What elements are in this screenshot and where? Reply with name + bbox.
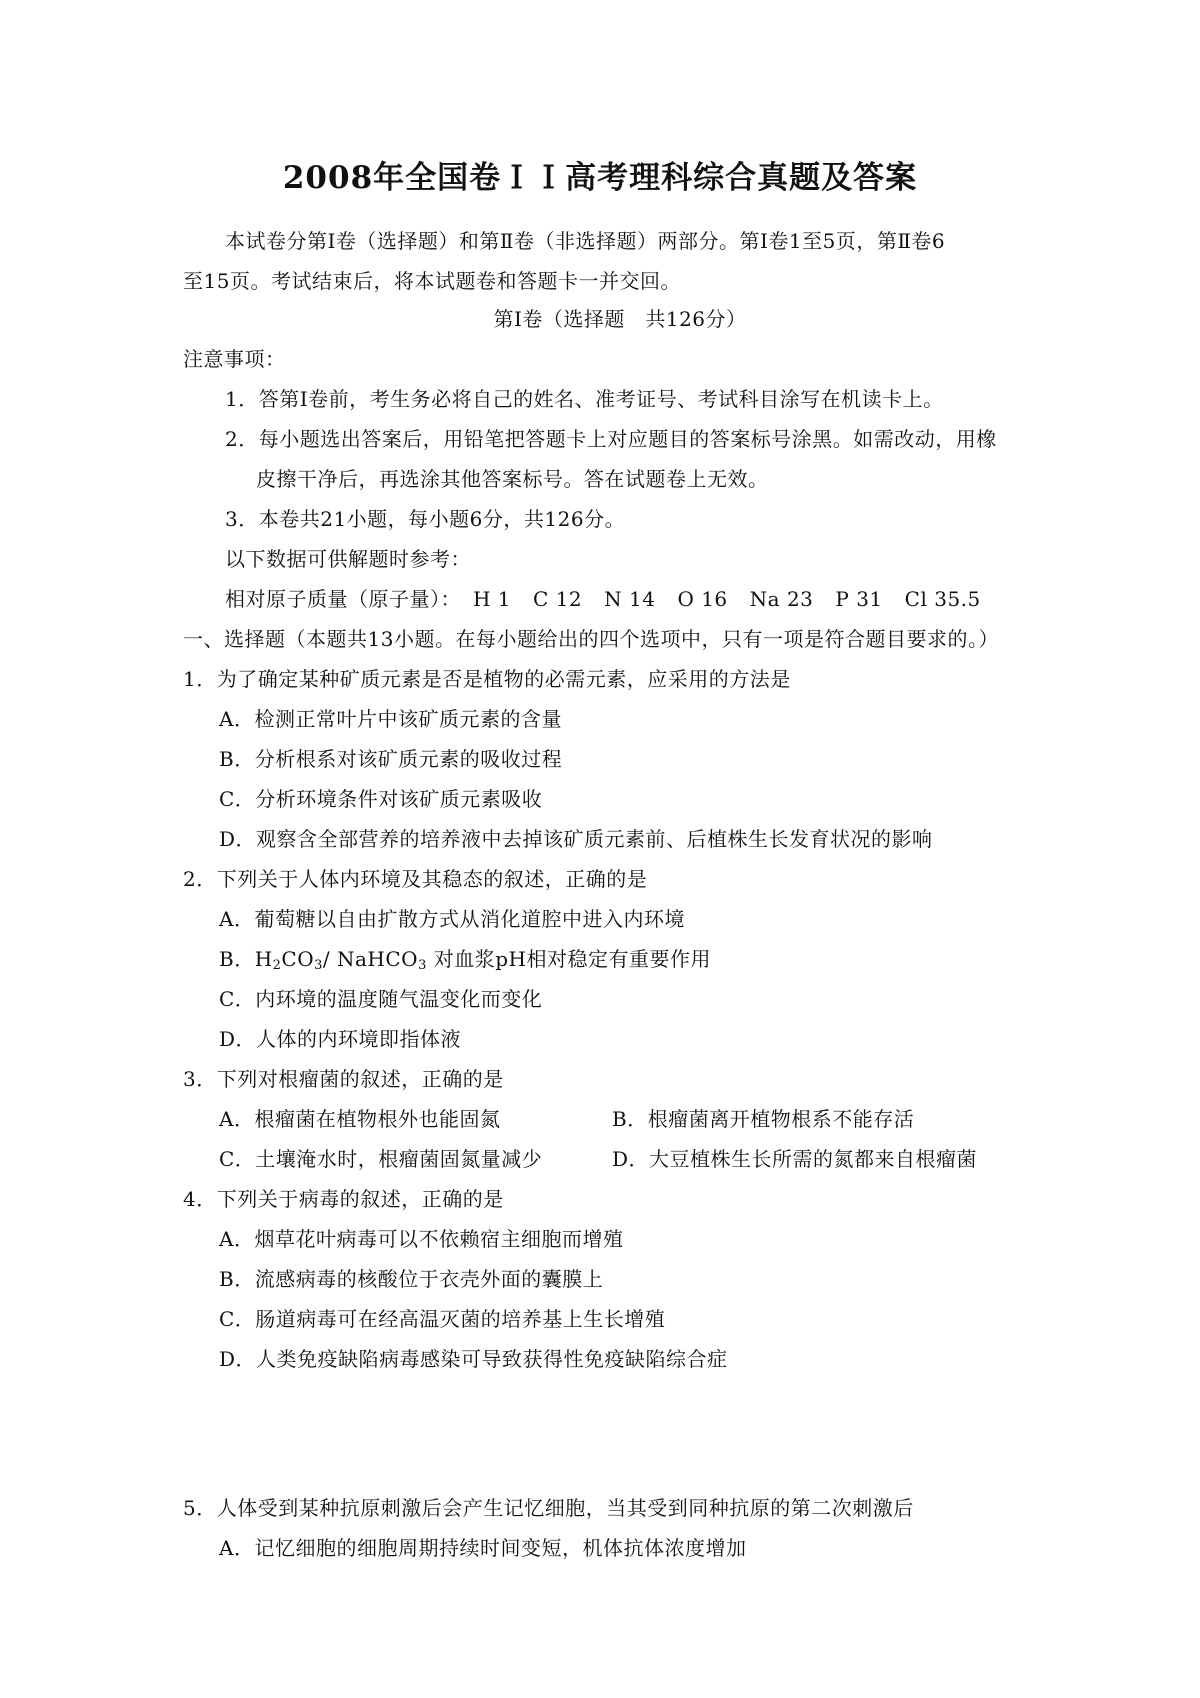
atomic-mass-line xyxy=(225,586,1003,612)
notice-heading: 注意事项： xyxy=(183,347,286,371)
question-3-option-c: C．土壤淹水时，根瘤菌固氮量减少 xyxy=(219,1147,543,1171)
q2b-prefix: B．H xyxy=(219,947,273,971)
question-5-option-a: A．记忆细胞的细胞周期持续时间变短，机体抗体浓度增加 xyxy=(219,1536,747,1560)
question-2-option-b xyxy=(219,946,711,972)
question-2-option-a: A．葡萄糖以自由扩散方式从消化道腔中进入内环境 xyxy=(219,907,685,931)
notice-item-2-line-2: 皮擦干净后，再选涂其他答案标号。答在试题卷上无效。 xyxy=(256,467,769,491)
mass-n: N 14 xyxy=(604,587,656,611)
question-2-option-c: C．内环境的温度随气温变化而变化 xyxy=(219,987,543,1011)
mass-c: C 12 xyxy=(533,587,583,611)
mass-o: O 16 xyxy=(677,587,728,611)
question-5-stem: 5．人体受到某种抗原刺激后会产生记忆细胞，当其受到同种抗原的第二次刺激后 xyxy=(183,1496,914,1520)
atomic-mass-label: 相对原子质量（原子量）： xyxy=(225,587,461,611)
mass-p: P 31 xyxy=(835,587,883,611)
mass-na: Na 23 xyxy=(749,587,814,611)
question-2-stem: 2．下列关于人体内环境及其稳态的叙述，正确的是 xyxy=(183,867,648,891)
question-3-stem: 3．下列对根瘤菌的叙述，正确的是 xyxy=(183,1067,504,1091)
q2b-suffix: 对血浆pH相对稳定有重要作用 xyxy=(426,947,711,971)
question-4-option-a: A．烟草花叶病毒可以不依赖宿主细胞而增殖 xyxy=(219,1227,624,1251)
intro-line-2: 至15页。考试结束后，将本试题卷和答题卡一并交回。 xyxy=(183,269,681,293)
q2b-sub-2: 3 xyxy=(314,958,323,973)
page-title: 2008年全国卷ＩＩ高考理科综合真题及答案 xyxy=(282,160,918,196)
question-3-option-b: B．根瘤菌离开植物根系不能存活 xyxy=(612,1107,915,1131)
q2b-mid-2: / NaHCO xyxy=(322,947,419,971)
notice-item-3: 3．本卷共21小题，每小题6分，共126分。 xyxy=(225,507,626,531)
question-4-option-b: B．流感病毒的核酸位于衣壳外面的囊膜上 xyxy=(219,1267,604,1291)
question-4-option-c: C．肠道病毒可在经高温灭菌的培养基上生长增殖 xyxy=(219,1307,666,1331)
mass-cl: Cl 35.5 xyxy=(904,587,981,611)
intro-line-1: 本试卷分第Ⅰ卷（选择题）和第Ⅱ卷（非选择题）两部分。第Ⅰ卷1至5页，第Ⅱ卷6 xyxy=(225,229,946,253)
part-1-heading: 一、选择题（本题共13小题。在每小题给出的四个选项中，只有一项是符合题目要求的。） xyxy=(183,627,999,651)
q2b-sub-1: 2 xyxy=(272,958,282,973)
question-2-option-d: D．人体的内环境即指体液 xyxy=(219,1027,462,1051)
notice-item-1: 1．答第Ⅰ卷前，考生务必将自己的姓名、准考证号、考试科目涂写在机读卡上。 xyxy=(225,387,944,411)
notice-item-2-line-1: 2．每小题选出答案后，用铅笔把答题卡上对应题目的答案标号涂黑。如需改动，用橡 xyxy=(225,427,997,451)
question-4-stem: 4．下列关于病毒的叙述，正确的是 xyxy=(183,1187,504,1211)
question-1-option-a: A．检测正常叶片中该矿质元素的含量 xyxy=(219,707,562,731)
q2b-mid-1: CO xyxy=(281,947,315,971)
q2b-sub-3: 3 xyxy=(418,958,427,973)
reference-intro: 以下数据可供解题时参考： xyxy=(225,547,471,571)
question-3-option-d: D．大豆植株生长所需的氮都来自根瘤菌 xyxy=(612,1147,978,1171)
question-3-option-a: A．根瘤菌在植物根外也能固氮 xyxy=(219,1107,501,1131)
question-1-option-b: B．分析根系对该矿质元素的吸收过程 xyxy=(219,747,563,771)
section-heading: 第Ⅰ卷（选择题 共126分） xyxy=(493,307,747,331)
question-1-stem: 1．为了确定某种矿质元素是否是植物的必需元素，应采用的方法是 xyxy=(183,667,791,691)
question-1-option-c: C．分析环境条件对该矿质元素吸收 xyxy=(219,787,543,811)
question-4-option-d: D．人类免疫缺陷病毒感染可导致获得性免疫缺陷综合症 xyxy=(219,1347,728,1371)
question-1-option-d: D．观察含全部营养的培养液中去掉该矿质元素前、后植株生长发育状况的影响 xyxy=(219,827,933,851)
mass-h: H 1 xyxy=(473,587,512,611)
